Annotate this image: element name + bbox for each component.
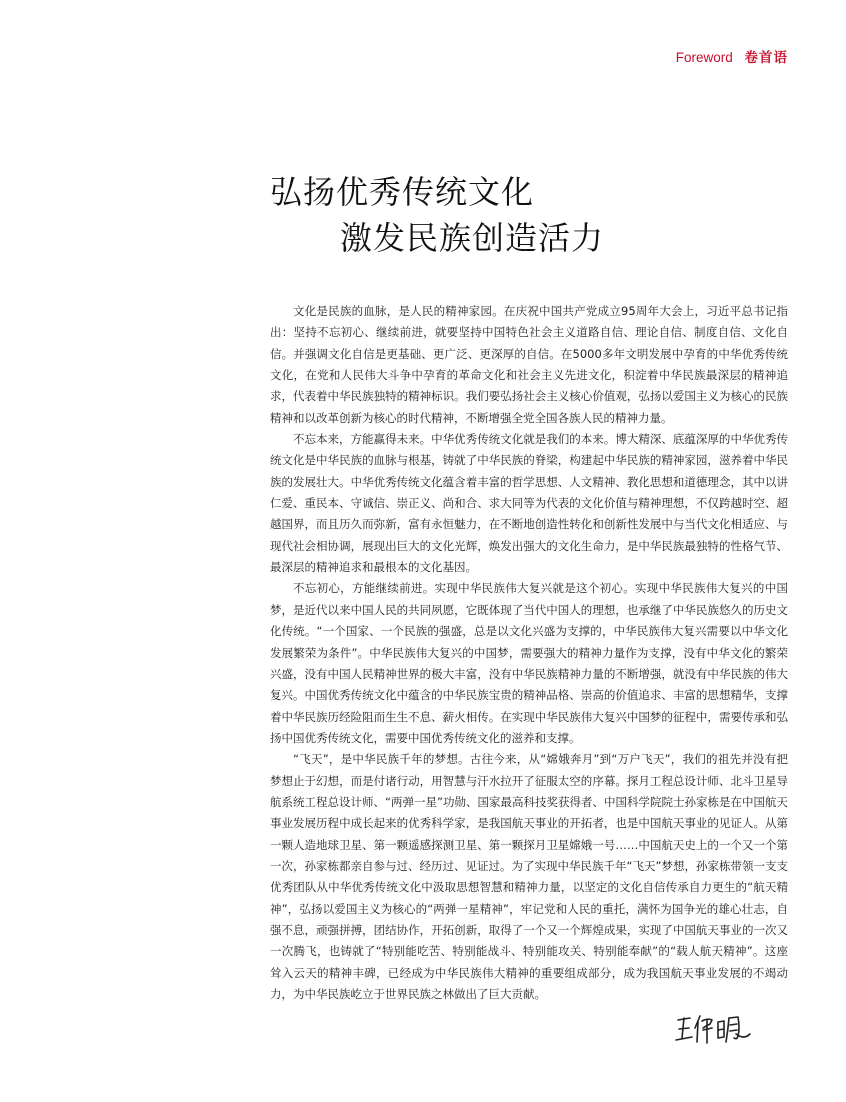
handwritten-signature — [674, 1010, 754, 1050]
section-header — [676, 49, 788, 67]
paragraph: 文化是民族的血脉，是人民的精神家园。在庆祝中国共产党成立95周年大会上，习近平总书记指出：坚持不忘初心、继续前进，就要坚持中国特色社会主义道路自信、理论自信、制度自信、文化自信。并强调文化自信是更基础、更广泛、更深厚的自信。在5000多年文明发展中孕育的中华优秀传统文化，在党和人民伟大斗争中孕育的革命文化和社会主义先进文化，积淀着中华民族最深层的精神追求，代表着中华民族独特的精神标识。我们要弘扬社会主义核心价值观，弘扬以爱国主义为核心的民族精神和以改革创新为核心的时代精神，不断增强全党全国各族人民的精神力量。 — [270, 304, 788, 425]
signature-icon — [674, 1010, 754, 1050]
paragraph: 不忘本来，方能赢得未来。中华优秀传统文化就是我们的本来。博大精深、底蕴深厚的中华优秀传统文化是中华民族的血脉与根基，铸就了中华民族的脊梁，构建起中华民族的精神家园，滋养着中华民族的发展壮大。中华优秀传统文化蕴含着丰富的哲学思想、人文精神、教化思想和道德理念，其中以讲仁爱、重民本、守诚信、崇正义、尚和合、求大同等为代表的文化价值与精神理想，不仅跨越时空、超越国界，而且历久而弥新，富有永恒魅力，在不断地创造性转化和创新性发展中与当代文化相适应、与现代社会相协调，展现出巨大的文化光辉，焕发出强大的文化生命力，是中华民族最独特的性格气节、最深层的精神追求和最根本的文化基因。 — [270, 432, 788, 575]
article-title — [270, 172, 770, 258]
title-line-2: 激发民族创造活力 — [340, 219, 605, 257]
paragraph: “飞天”，是中华民族千年的梦想。古往今来，从“嫦娥奔月”到“万户飞天”，我们的祖先并没有把梦想止于幻想，而是付诸行动，用智慧与汗水拉开了征服太空的序幕。探月工程总设计师、北斗卫星导航系统工程总设计师、“两弹一星”功勋、国家最高科技奖获得者、中国科学院院士孙家栋是在中国航天事业发展历程中成长起来的优秀科学家，是我国航天事业的开拓者，也是中国航天事业的见证人。从第一颗人造地球卫星、第一颗遥感探测卫星、第一颗探月卫星嫦娥一号……中国航天史上的一个又一个第一次，孙家栋都亲自参与过、经历过、见证过。为了实现中华民族千年“飞天”梦想，孙家栋带领一支支优秀团队从中华优秀传统文化中汲取思想智慧和精神力量，以坚定的文化自信传承自力更生的“航天精神”，弘扬以爱国主义为核心的“两弹一星精神”，牢记党和人民的重托，满怀为国争光的雄心壮志，自强不息，顽强拼搏，团结协作，开拓创新，取得了一个又一个辉煌成果，实现了中国航天事业的一次又一次腾飞，也铸就了“特别能吃苦、特别能战斗、特别能攻关、特别能奉献”的“载人航天精神”。这座耸入云天的精神丰碑，已经成为中华民族伟大精神的重要组成部分，成为我国航天事业发展的不竭动力，为中华民族屹立于世界民族之林做出了巨大贡献。 — [270, 752, 788, 1001]
paragraph: 不忘初心，方能继续前进。实现中华民族伟大复兴就是这个初心。实现中华民族伟大复兴的中国梦，是近代以来中国人民的共同夙愿，它既体现了当代中国人的理想，也承继了中华民族悠久的历史文化传统。“一个国家、一个民族的强盛，总是以文化兴盛为支撑的，中华民族伟大复兴需要以中华文化发展繁荣为条件”。中华民族伟大复兴的中国梦，需要强大的精神力量作为支撑，没有中华文化的繁荣兴盛，没有中国人民精神世界的极大丰富，没有中华民族精神力量的不断增强，就没有中华民族的伟大复兴。中国优秀传统文化中蕴含的中华民族宝贵的精神品格、崇高的价值追求、丰富的思想精华，支撑着中华民族历经险阻而生生不息、薪火相传。在实现中华民族伟大复兴中国梦的征程中，需要传承和弘扬中国优秀传统文化，需要中国优秀传统文化的滋养和支撑。 — [270, 581, 788, 745]
article-body — [270, 301, 788, 1005]
title-line-1: 弘扬优秀传统文化 — [270, 173, 535, 211]
section-label-en: Foreword — [675, 50, 733, 65]
section-label-zh: 卷首语 — [744, 50, 788, 65]
